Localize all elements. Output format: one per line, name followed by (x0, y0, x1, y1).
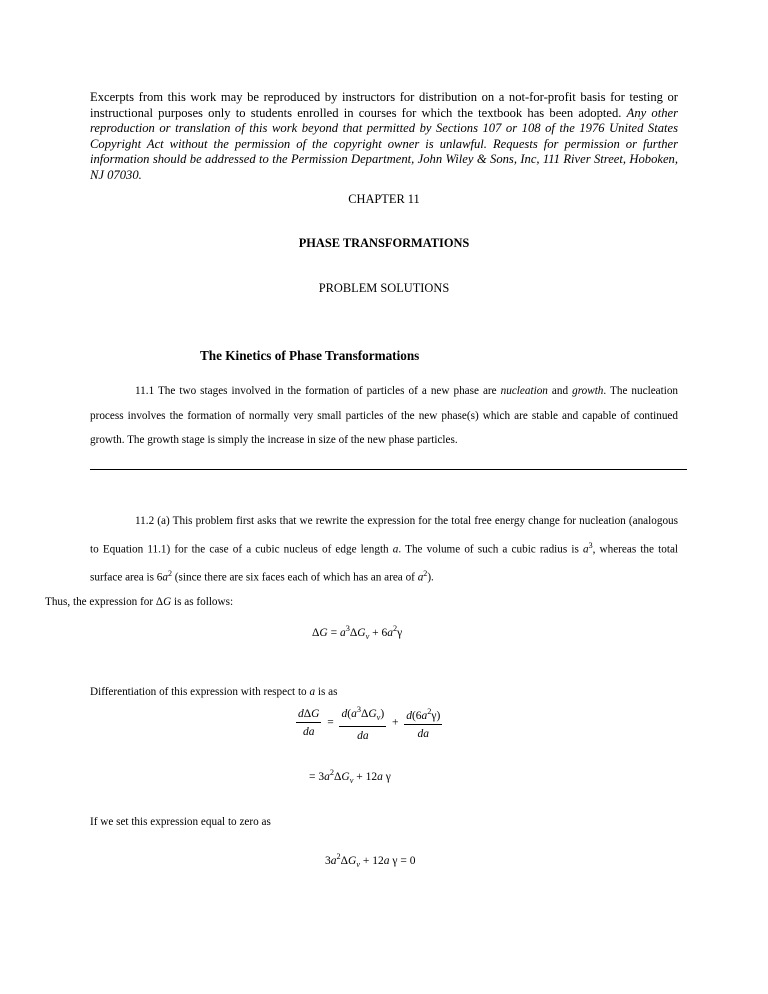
var-a: a (392, 543, 399, 556)
var-a: a (162, 571, 168, 584)
text-run: is as (317, 686, 338, 698)
text-run: Thus, the expression for Δ (45, 595, 164, 608)
var-a: a (582, 543, 589, 556)
var-G: G (163, 595, 172, 608)
copyright-italic: Any other reproduction or translation of this work beyond that permitted by Sections 107 or 108 of the 1976 United States Copyright Act without the permission of the copyright owner is unlawful. Requests for permission or further information should be addressed to the Permission Department, John Wiley & Sons, Inc, 111 River Street, Hoboken, NJ 07030. (90, 105, 678, 182)
text-run: is as follows: (171, 595, 234, 608)
copyright-notice (90, 90, 678, 184)
exponent: 3 (588, 540, 593, 550)
problem-11-2 (45, 509, 679, 614)
equation-derivative-result: = $3a^2\Delta G_v + 12a$ γ (309, 768, 391, 786)
text-run: and (551, 385, 569, 397)
text-run: . The nucleation process involves the formation of normally very small particles of the new phase(s) which are stable and capable of continued growth. The growth stage is simply the increase in size of the new phase particles. (90, 385, 679, 446)
divider (90, 469, 687, 470)
text-run: . The volume of such a cubic radius is (398, 543, 579, 556)
chapter-label: CHAPTER 11 (348, 192, 420, 206)
page-subtitle: PROBLEM SOLUTIONS (318, 281, 450, 295)
equation-derivative: $\frac{\text{dΔG}}{da}$ = $\frac{d(a^3\Delta G_v)}{da}$ + $\frac{d(6a^2\gamma)}{da}$ (298, 705, 441, 743)
term-growth: growth (572, 385, 604, 397)
section-heading: The Kinetics of Phase Transformations (200, 348, 420, 363)
exponent: 2 (167, 568, 172, 578)
var-a: a (309, 686, 316, 698)
term-nucleation: nucleation (500, 385, 548, 397)
equation-zero: $3a^2\Delta G_v + 12a$ γ = 0 (325, 852, 416, 870)
text-run: Differentiation of this expression with respect to (90, 686, 307, 698)
text-run: 11.2 (a) This problem first asks that we rewrite the expression for the total free energy change for nucleation (analogous to Equation 11.1) for the case of a cubic nucleus of edge length (90, 515, 678, 556)
copyright-plain: Excerpts from this work may be reproduced by instructors for distribution on a not-for-profit basis for testing or instructional purposes only to students enrolled in courses for which the textbook has been adopted. (90, 90, 678, 120)
exponent: 2 (423, 568, 428, 578)
equation-delta-g: $\Delta G = a^3\Delta G_v + 6a^2\gamma$ (312, 624, 403, 642)
text-run: 11.1 The two stages involved in the formation of particles of a new phase are (135, 385, 497, 397)
problem-11-1 (90, 379, 678, 453)
text-run: (since there are six faces each of which has an area of (172, 571, 415, 584)
page-title: PHASE TRANSFORMATIONS (298, 236, 470, 250)
var-a: a (417, 571, 424, 584)
text-run: , whereas the total surface area is 6 (90, 543, 679, 584)
differentiation-text (90, 685, 337, 699)
set-zero-text: If we set this expression equal to zero as (90, 816, 271, 828)
text-run: ). (427, 571, 434, 584)
